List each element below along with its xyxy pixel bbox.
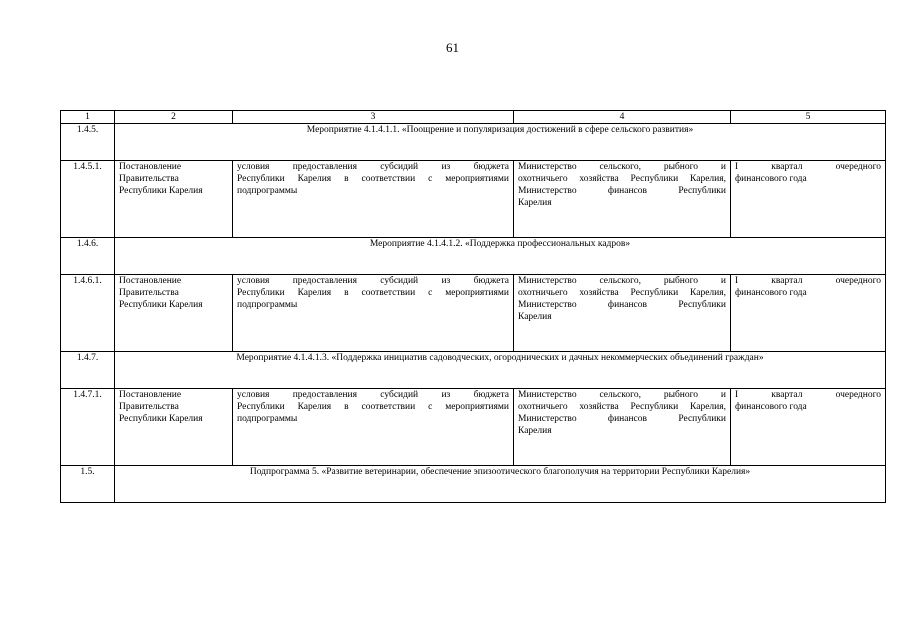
text-line: подпрограммы — [237, 186, 298, 196]
section-title: Мероприятие 4.1.4.1.1. «Поощрение и популяризация достижений в сфере сельского развития» — [115, 124, 886, 161]
text-line: охотничьего хозяйства Республики Карелия, — [518, 402, 726, 412]
column-header: 1 — [61, 111, 115, 124]
row-number: 1.4.6.1. — [61, 275, 115, 352]
column-header: 4 — [514, 111, 731, 124]
text-line: финансового года — [735, 402, 807, 412]
row-number: 1.4.6. — [61, 238, 115, 275]
text-line: условия предоставления субсидий из бюджета — [237, 390, 509, 400]
text-line: Правительства — [119, 288, 179, 298]
row-number: 1.4.7. — [61, 352, 115, 389]
text-line: Министерство сельского, рыбного и — [518, 162, 726, 172]
term-cell — [731, 389, 886, 466]
detail-row — [61, 161, 886, 238]
legal-act-cell — [115, 161, 233, 238]
text-line: I квартал очередного — [735, 162, 881, 172]
text-line: подпрограммы — [237, 414, 298, 424]
text-line: Республики Карелия в соответствии с мероприятиями — [237, 288, 509, 298]
term-cell — [731, 275, 886, 352]
detail-row — [61, 275, 886, 352]
text-line: Республики Карелия — [119, 414, 203, 424]
section-title: Подпрограмма 5. «Развитие ветеринарии, обеспечение эпизоотического благополучия на территории Республики Карелия» — [115, 466, 886, 503]
text-line: Карелия — [518, 426, 552, 436]
text-line: Правительства — [119, 174, 179, 184]
row-number: 1.4.5.1. — [61, 161, 115, 238]
text-line: Постановление — [119, 162, 182, 172]
row-number: 1.4.7.1. — [61, 389, 115, 466]
text-line: Постановление — [119, 390, 182, 400]
text-line: I квартал очередного — [735, 276, 881, 286]
text-line: Карелия — [518, 198, 552, 208]
executor-cell — [514, 389, 731, 466]
text-line: охотничьего хозяйства Республики Карелия, — [518, 174, 726, 184]
column-header: 2 — [115, 111, 233, 124]
conditions-cell — [233, 275, 514, 352]
legal-act-cell — [115, 275, 233, 352]
term-cell — [731, 161, 886, 238]
executor-cell — [514, 161, 731, 238]
conditions-cell — [233, 389, 514, 466]
text-line: финансового года — [735, 288, 807, 298]
detail-row — [61, 389, 886, 466]
text-line: охотничьего хозяйства Республики Карелия, — [518, 288, 726, 298]
text-line: финансового года — [735, 174, 807, 184]
section-title: Мероприятие 4.1.4.1.3. «Поддержка инициатив садоводческих, огороднических и дачных некоммерческих объединений граждан» — [115, 352, 886, 389]
conditions-cell — [233, 161, 514, 238]
legal-act-cell — [115, 389, 233, 466]
text-line: Республики Карелия — [119, 300, 203, 310]
table-header-row — [61, 111, 886, 124]
section-row — [61, 124, 886, 161]
column-header: 3 — [233, 111, 514, 124]
section-row — [61, 238, 886, 275]
text-line: Правительства — [119, 402, 179, 412]
text-line: Министерство сельского, рыбного и — [518, 276, 726, 286]
page-number: 61 — [446, 40, 459, 55]
text-line: Постановление — [119, 276, 182, 286]
measures-table — [60, 110, 886, 503]
text-line: Карелия — [518, 312, 552, 322]
text-line: Республики Карелия в соответствии с мероприятиями — [237, 402, 509, 412]
text-line: Республики Карелия — [119, 186, 203, 196]
text-line: условия предоставления субсидий из бюджета — [237, 162, 509, 172]
row-number: 1.4.5. — [61, 124, 115, 161]
text-line: условия предоставления субсидий из бюджета — [237, 276, 509, 286]
text-line: подпрограммы — [237, 300, 298, 310]
row-number: 1.5. — [61, 466, 115, 503]
section-row — [61, 466, 886, 503]
text-line: Республики Карелия в соответствии с мероприятиями — [237, 174, 509, 184]
text-line: I квартал очередного — [735, 390, 881, 400]
section-title: Мероприятие 4.1.4.1.2. «Поддержка профессиональных кадров» — [115, 238, 886, 275]
section-row — [61, 352, 886, 389]
executor-cell — [514, 275, 731, 352]
column-header: 5 — [731, 111, 886, 124]
text-line: Министерство финансов Республики — [518, 414, 726, 424]
text-line: Министерство сельского, рыбного и — [518, 390, 726, 400]
text-line: Министерство финансов Республики — [518, 300, 726, 310]
text-line: Министерство финансов Республики — [518, 186, 726, 196]
